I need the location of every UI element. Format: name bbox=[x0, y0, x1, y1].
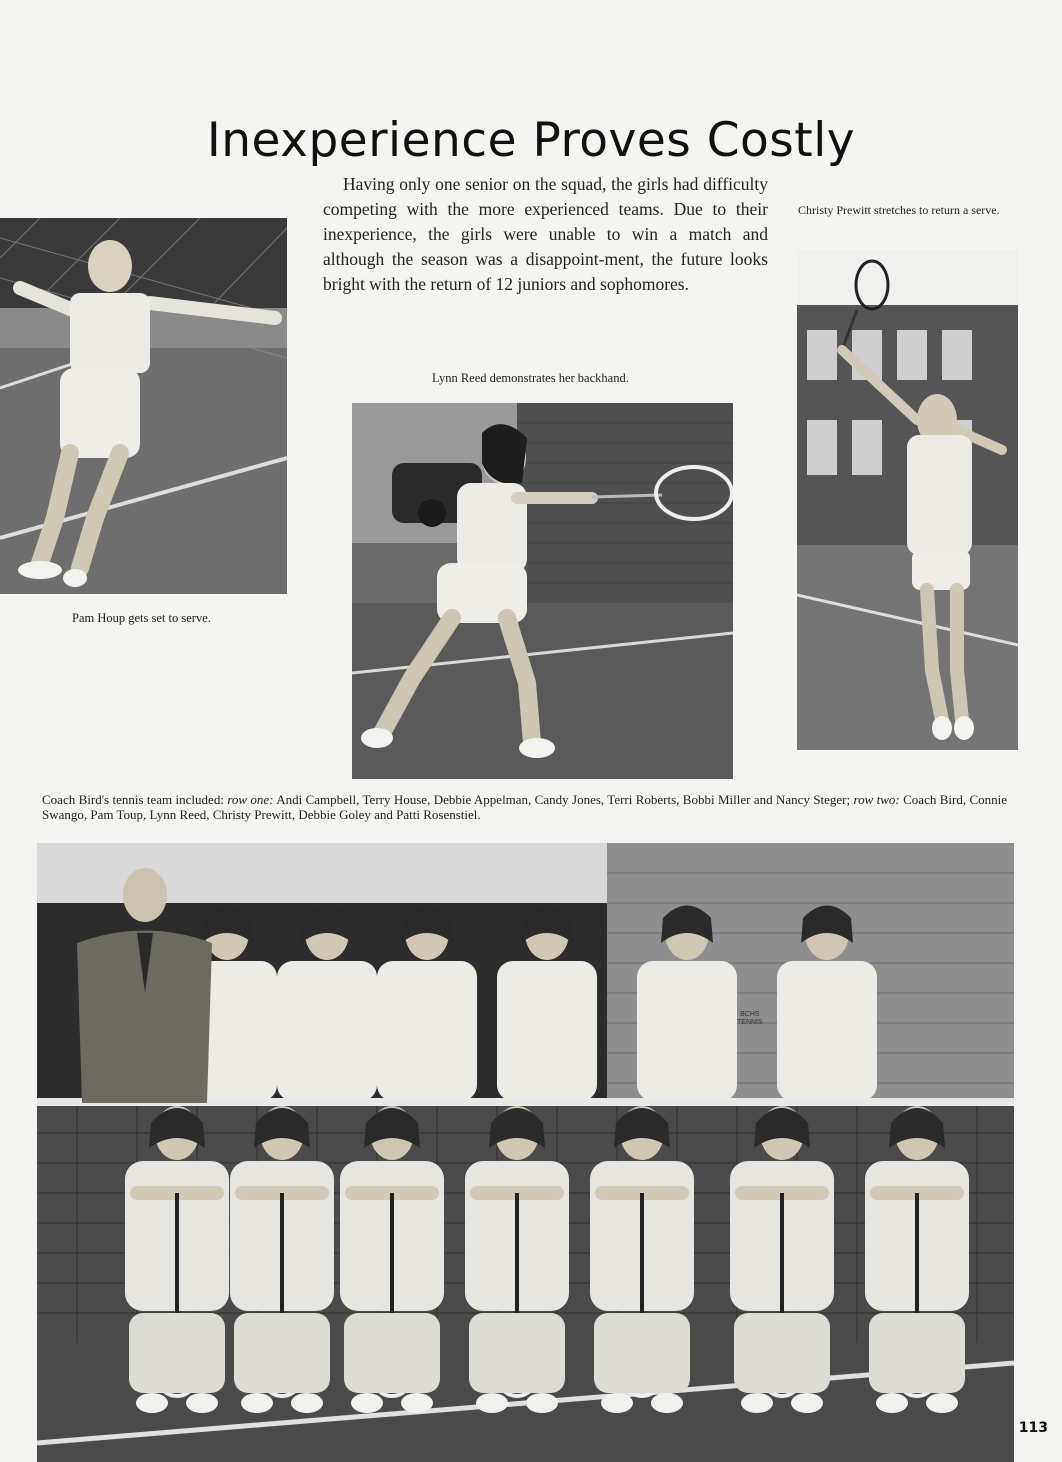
shirt-logo-sample bbox=[737, 1011, 763, 1027]
shirt-logo-bottom: TENNIS bbox=[737, 1019, 763, 1026]
photo-tennis-team bbox=[37, 843, 1014, 1462]
photo-pam-houp bbox=[0, 218, 287, 594]
team-caption-row-one-label: row one: bbox=[227, 792, 274, 807]
team-caption-intro: Coach Bird's tennis team included: bbox=[42, 792, 228, 807]
article-body: Having only one senior on the squad, the girls had difficulty competing with the more experienced teams. Due to their inexperience, the girls were unable to win a match and although the season was a disappoint-ment, the future looks bright with the return of 12 juniors and sophomores. bbox=[323, 174, 768, 294]
shirt-logo-top: BCHS bbox=[740, 1011, 760, 1018]
team-caption-row-two: Coach Bird, Connie Swango, Pam Toup, Lynn Reed, Christy Prewitt, Debbie Goley and Patti Rosenstiel. bbox=[42, 792, 1008, 822]
team-caption-row-one: Andi Campbell, Terry House, Debbie Appelman, Candy Jones, Terri Roberts, Bobbi Miller and Nancy Steger; bbox=[273, 792, 854, 807]
team-caption-row-two-label: row two: bbox=[853, 792, 900, 807]
caption-pam-houp: Pam Houp gets set to serve. bbox=[72, 611, 211, 625]
team-caption bbox=[42, 792, 1007, 822]
photo-christy-prewitt bbox=[797, 250, 1018, 750]
caption-lynn-reed: Lynn Reed demonstrates her backhand. bbox=[432, 371, 629, 385]
photo-lynn-reed bbox=[352, 403, 733, 779]
caption-christy-prewitt: Christy Prewitt stretches to return a serve. bbox=[798, 203, 1000, 217]
page-number: 113 bbox=[1018, 1420, 1048, 1436]
page-title: Inexperience Proves Costly bbox=[206, 113, 856, 169]
